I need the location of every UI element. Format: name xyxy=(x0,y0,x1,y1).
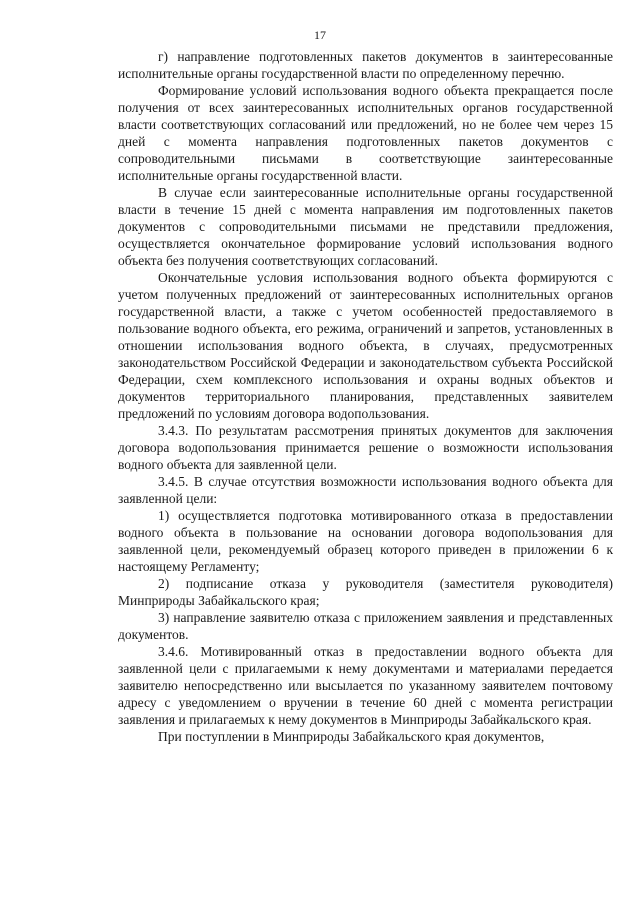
page-number: 17 xyxy=(314,28,326,42)
paragraph-no-proposals: В случае если заинтересованные исполнительные органы государственной власти в течение 15 дней с момента направления им подготовленных пакетов документов с сопроводительными письмами не представили предложения, осуществляется окончательное формирование условий использования водного объекта без получения соответствующих согласований. xyxy=(118,185,613,268)
list-item-1: 1) осуществляется подготовка мотивированного отказа в предоставлении водного объекта в пользование на основании договора водопользования для заявленной цели, рекомендуемый образец которого приведен в приложении 6 к настоящему Регламенту; xyxy=(118,508,613,574)
paragraph-3-4-3: 3.4.3. По результатам рассмотрения принятых документов для заключения договора водопользования принимается решение о возможности использования водного объекта для заявленной цели. xyxy=(118,423,613,472)
paragraph-item-g: г) направление подготовленных пакетов документов в заинтересованные исполнительные органы государственной власти по определенному перечню. xyxy=(118,49,613,81)
body-text xyxy=(118,48,613,745)
paragraph-incoming-documents: При поступлении в Минприроды Забайкальского края документов, xyxy=(158,729,545,744)
paragraph-3-4-6: 3.4.6. Мотивированный отказ в предоставлении водного объекта для заявленной цели с прилагаемыми к нему документами и материалами передается заявителю непосредственно или высылается по указанному заявителем почтовому адресу с уведомлением о вручении в течение 60 дней с момента регистрации заявления и прилагаемых к нему документов в Минприроды Забайкальского края. xyxy=(118,644,613,727)
paragraph-conditions-termination: Формирование условий использования водного объекта прекращается после получения от всех заинтересованных исполнительных органов государственной власти соответствующих согласований или предложений, но не более чем через 15 дней с момента направления подготовленных пакетов документов с сопроводительными письмами в соответствующие заинтересованные исполнительные органы государственной власти. xyxy=(118,83,613,183)
list-item-2: 2) подписание отказа у руководителя (заместителя руководителя) Минприроды Забайкальского края; xyxy=(118,576,613,608)
paragraph-final-conditions: Окончательные условия использования водного объекта формируются с учетом полученных предложений от заинтересованных исполнительных органов государственной власти, а также с учетом особенностей предоставляемого в пользование водного объекта, его режима, ограничений и запретов, установленных в отношении использования водного объекта, в случаях, предусмотренных законодательством Российской Федерации и законодательством субъекта Российской Федерации, схем комплексного использования и охраны водных объектов и документов территориального планирования, представленных заявителем предложений по условиям договора водопользования. xyxy=(118,270,613,421)
list-item-3: 3) направление заявителю отказа с приложением заявления и представленных документов. xyxy=(118,610,613,642)
paragraph-3-4-5: 3.4.5. В случае отсутствия возможности использования водного объекта для заявленной цели: xyxy=(118,474,613,506)
